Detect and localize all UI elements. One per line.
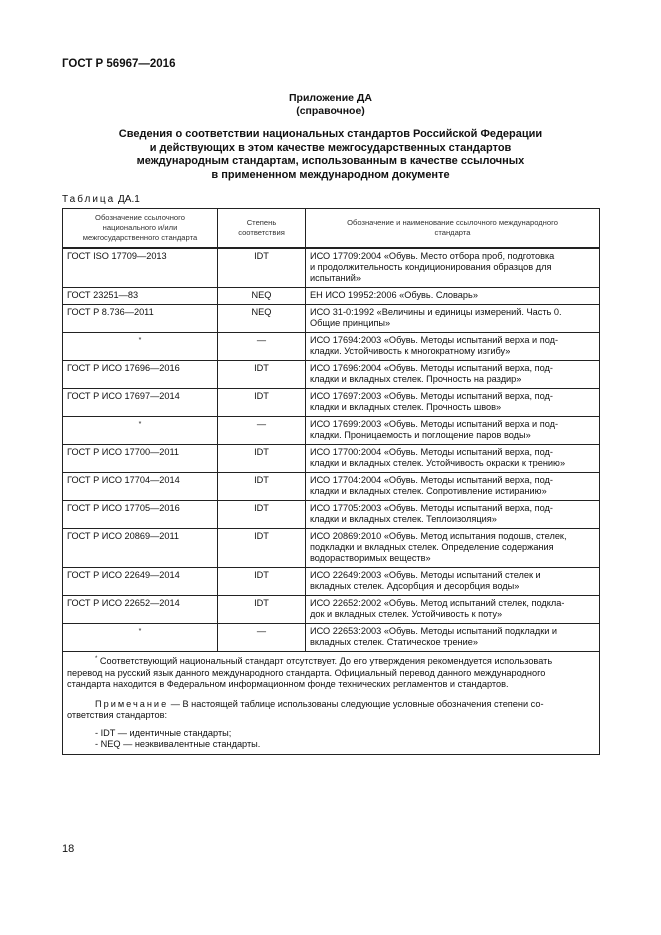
header-line: соответствия <box>238 228 285 237</box>
table-row <box>63 361 600 389</box>
degree-cell: NEQ <box>218 288 306 305</box>
note-text <box>67 699 595 711</box>
degree-cell: IDT <box>218 501 306 529</box>
degree-cell: — <box>218 624 306 652</box>
international-standard-cell <box>306 333 600 361</box>
header-line: Обозначение и наименование ссылочного международного <box>347 218 558 227</box>
header-correspondence-degree <box>218 209 306 249</box>
cell-line: подкладки и вкладных стелек. Определение содержания <box>310 542 554 552</box>
national-standard-cell: ГОСТ Р ИСО 17705—2016 <box>63 501 218 529</box>
degree-cell: — <box>218 333 306 361</box>
degree-cell: IDT <box>218 361 306 389</box>
footnote-line: перевод на русский язык данного международного стандарта. Официальный перевод данного международного <box>67 667 546 678</box>
international-standard-cell <box>306 445 600 473</box>
international-standard-cell <box>306 361 600 389</box>
note-list-item: - NEQ — неэквивалентные стандарты. <box>95 739 261 749</box>
degree-cell: IDT <box>218 568 306 596</box>
cell-line: ИСО 17700:2004 «Обувь. Методы испытаний верха, под- <box>310 447 553 457</box>
header-line: Степень <box>246 218 277 227</box>
international-standard-cell <box>306 568 600 596</box>
table-row <box>63 596 600 624</box>
international-standard-cell <box>306 624 600 652</box>
national-standard-cell: ГОСТ 23251—83 <box>63 288 218 305</box>
cell-line: ИСО 17705:2003 «Обувь. Методы испытаний верха, под- <box>310 503 553 513</box>
title-line: международным стандартам, использованным в качестве ссылочных <box>136 155 525 167</box>
cell-line: кладки и вкладных стелек. Устойчивость окраски к трению» <box>310 458 566 468</box>
footnote-line: Соответствующий национальный стандарт отсутствует. До его утверждения рекомендуется использовать <box>99 656 553 666</box>
international-standard-cell <box>306 596 600 624</box>
footnote-line: стандарта находится в Федеральном информационном фонде технических регламентов и стандартов. <box>67 679 509 689</box>
table-row <box>63 501 600 529</box>
cell-line: ИСО 22649:2003 «Обувь. Методы испытаний стелек и <box>310 570 541 580</box>
national-standard-cell: ГОСТ Р ИСО 20869—2011 <box>63 529 218 568</box>
header-line: Обозначение ссылочного <box>95 213 185 222</box>
cell-line: испытаний» <box>310 273 361 283</box>
table-row <box>63 288 600 305</box>
degree-cell: IDT <box>218 529 306 568</box>
annex-description-title <box>60 128 601 182</box>
note-heading: Примечание <box>95 698 169 709</box>
correspondence-table <box>62 208 600 755</box>
table-row <box>63 248 600 288</box>
table-row <box>63 417 600 445</box>
cell-line: кладки и вкладных стелек. Прочность на раздир» <box>310 374 522 384</box>
degree-cell: IDT <box>218 389 306 417</box>
national-standard-cell: ГОСТ Р ИСО 22652—2014 <box>63 596 218 624</box>
annex-title: Приложение ДА <box>289 92 372 104</box>
annex-heading <box>0 92 661 118</box>
cell-line: и продолжительность кондиционирования образцов для <box>310 262 552 272</box>
header-national-standard <box>63 209 218 249</box>
cell-line: ЕН ИСО 19952:2006 «Обувь. Словарь» <box>310 290 478 300</box>
table-row <box>63 333 600 361</box>
international-standard-cell <box>306 501 600 529</box>
cell-line: ИСО 22652:2002 «Обувь. Метод испытаний стелек, подкла- <box>310 598 565 608</box>
national-standard-cell: ГОСТ Р ИСО 17704—2014 <box>63 473 218 501</box>
cell-line: вкладных стелек. Адсорбция и десорбция воды» <box>310 581 520 591</box>
title-line: Сведения о соответствии национальных стандартов Российской Федерации <box>118 128 543 140</box>
header-line: межгосударственного стандарта <box>82 233 198 242</box>
note-line: ответствия стандартов: <box>67 710 168 720</box>
table-row <box>63 529 600 568</box>
table-caption-number: ДА.1 <box>118 194 140 205</box>
table-header-row <box>63 209 600 249</box>
note-line: — В настоящей таблице использованы следующие условные обозначения степени со- <box>170 698 544 709</box>
national-standard-cell: ГОСТ Р ИСО 17696—2016 <box>63 361 218 389</box>
degree-cell: IDT <box>218 445 306 473</box>
international-standard-cell <box>306 389 600 417</box>
header-line: стандарта <box>434 228 471 237</box>
table-footnote <box>63 652 600 755</box>
national-standard-cell: ГОСТ Р ИСО 17700—2011 <box>63 445 218 473</box>
table-row <box>63 389 600 417</box>
cell-line: док и вкладных стелек. Устойчивость к поту» <box>310 609 503 619</box>
international-standard-cell <box>306 417 600 445</box>
table-row <box>63 568 600 596</box>
cell-line: кладки. Проницаемость и поглощение паров воды» <box>310 430 531 440</box>
national-standard-cell: * <box>63 624 218 652</box>
header-international-standard <box>306 209 600 249</box>
degree-cell: — <box>218 417 306 445</box>
header-line: национального и/или <box>102 223 178 232</box>
table-row <box>63 305 600 333</box>
table-row <box>63 624 600 652</box>
cell-line: ИСО 17694:2003 «Обувь. Методы испытаний верха и под- <box>310 335 559 345</box>
table-row <box>63 473 600 501</box>
table-footer-row <box>63 652 600 755</box>
international-standard-cell <box>306 529 600 568</box>
degree-cell: IDT <box>218 473 306 501</box>
note-list-item: - IDT — идентичные стандарты; <box>95 727 232 738</box>
annex-subtitle: (справочное) <box>296 105 365 117</box>
cell-line: водорастворимых веществ» <box>310 553 431 563</box>
international-standard-cell <box>306 288 600 305</box>
cell-line: кладки. Устойчивость к многократному изгибу» <box>310 346 511 356</box>
national-standard-cell: * <box>63 417 218 445</box>
cell-line: ИСО 17699:2003 «Обувь. Методы испытаний верха и под- <box>310 419 559 429</box>
international-standard-cell <box>306 305 600 333</box>
cell-line: ИСО 17696:2004 «Обувь. Методы испытаний верха, под- <box>310 363 553 373</box>
cell-line: ИСО 17704:2004 «Обувь. Методы испытаний верха, под- <box>310 475 553 485</box>
document-header: ГОСТ Р 56967—2016 <box>62 58 176 70</box>
cell-line: кладки и вкладных стелек. Теплоизоляция» <box>310 514 497 524</box>
cell-line: Общие принципы» <box>310 318 391 328</box>
table-caption-label: Таблица <box>62 194 116 205</box>
footnote-marker: * <box>95 656 98 662</box>
national-standard-cell: ГОСТ ISO 17709—2013 <box>63 248 218 288</box>
title-line: и действующих в этом качестве межгосударственных стандартов <box>149 141 512 154</box>
cell-line: кладки и вкладных стелек. Прочность швов» <box>310 402 502 412</box>
table-row <box>63 445 600 473</box>
cell-line: вкладных стелек. Статическое трение» <box>310 637 478 647</box>
degree-cell: IDT <box>218 596 306 624</box>
degree-cell: NEQ <box>218 305 306 333</box>
national-standard-cell: ГОСТ Р ИСО 17697—2014 <box>63 389 218 417</box>
page-number: 18 <box>62 843 75 855</box>
international-standard-cell <box>306 473 600 501</box>
national-standard-cell: ГОСТ Р 8.736—2011 <box>63 305 218 333</box>
national-standard-cell: * <box>63 333 218 361</box>
cell-line: кладки и вкладных стелек. Сопротивление истиранию» <box>310 486 547 496</box>
cell-line: ИСО 17697:2003 «Обувь. Методы испытаний верха, под- <box>310 391 553 401</box>
footnote-text <box>67 654 595 668</box>
national-standard-cell: ГОСТ Р ИСО 22649—2014 <box>63 568 218 596</box>
international-standard-cell <box>306 248 600 288</box>
cell-line: ИСО 31-0:1992 «Величины и единицы измерений. Часть 0. <box>310 307 562 317</box>
table-caption <box>62 194 140 205</box>
cell-line: ИСО 17709:2004 «Обувь. Место отбора проб, подготовка <box>310 251 555 261</box>
cell-line: ИСО 22653:2003 «Обувь. Методы испытаний подкладки и <box>310 626 558 636</box>
cell-line: ИСО 20869:2010 «Обувь. Метод испытания подошв, стелек, <box>310 531 567 541</box>
degree-cell: IDT <box>218 248 306 288</box>
title-line: в примененном международном документе <box>211 168 450 181</box>
